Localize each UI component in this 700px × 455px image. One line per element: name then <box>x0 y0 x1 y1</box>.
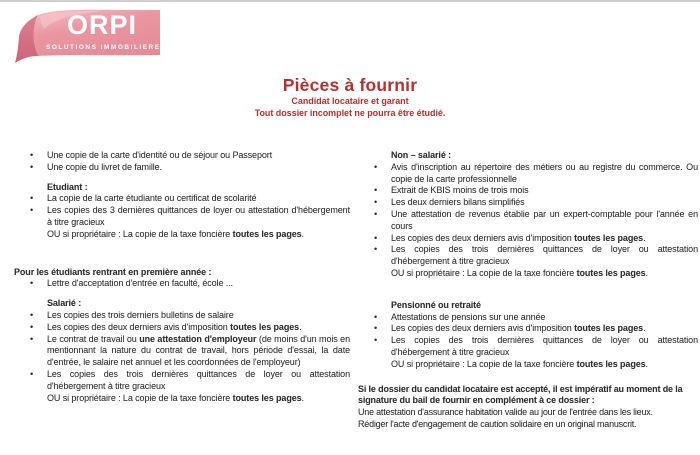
list-item-text <box>47 278 350 290</box>
list-item <box>14 369 350 393</box>
bullet-marker-icon: • <box>30 368 34 379</box>
left-column <box>14 150 350 404</box>
list-item-text <box>391 312 698 324</box>
list-item <box>358 209 698 233</box>
bullet-marker-icon: • <box>30 278 34 289</box>
text-run: Les copies des trois dernières quittances de loyer ou attestation d'hébergement à titre gracieux <box>391 244 698 267</box>
list-item <box>14 310 350 322</box>
text-run: . <box>299 321 302 332</box>
emphasis-text: toutes les pages <box>230 321 300 332</box>
list-item <box>358 312 698 324</box>
text-run: Le contrat de travail ou <box>47 333 140 344</box>
text-run: OU si propriétaire : La copie de la taxe foncière <box>47 392 233 403</box>
bullet-marker-icon: • <box>30 205 34 216</box>
text-run: Attestations de pensions sur une année <box>391 311 546 322</box>
list-item-text <box>47 193 350 205</box>
text-run: Les copies des deux derniers avis d'imposition <box>47 321 231 332</box>
list-item <box>358 335 698 359</box>
list-item <box>14 322 350 334</box>
bullet-marker-icon: • <box>374 197 378 208</box>
list-item-text <box>47 150 350 162</box>
page-notice: Tout dossier incomplet ne pourra être étudié. <box>254 107 446 118</box>
list-item-text <box>47 334 350 369</box>
logo-brand-text: ORPI <box>66 10 137 40</box>
list-item-continuation <box>47 229 350 241</box>
spacer <box>14 241 350 267</box>
section-heading: Salarié : <box>47 298 82 309</box>
list-item-text <box>391 162 698 186</box>
checklist-body <box>14 150 698 431</box>
list-item-continuation <box>391 268 698 280</box>
list-item-continuation <box>47 393 350 405</box>
list-item-text <box>391 244 698 268</box>
text-run: Rédiger l'acte d'engagement de caution solidaire en un original manuscrit. <box>358 418 637 429</box>
list-item-text <box>391 233 698 245</box>
list-item <box>14 193 350 205</box>
text-run: . <box>645 358 648 369</box>
bullet-marker-icon: • <box>30 309 34 320</box>
list-item <box>358 244 698 268</box>
text-run: (de moins d'un mois en mentionnant la nature du contrat de travail, hors période d'essai, la date d'entrée, le salaire net annuel et les coordonnées de l'employeur) <box>47 333 350 368</box>
bullet-marker-icon: • <box>30 161 34 172</box>
bullet-marker-icon: • <box>374 244 378 255</box>
section-heading: Pensionné ou retraité <box>391 299 481 310</box>
emphasis-text: toutes les pages <box>574 323 644 334</box>
list-item-text <box>391 323 698 335</box>
list-item <box>14 150 350 162</box>
spacer <box>14 174 350 182</box>
bullet-marker-icon: • <box>30 193 34 204</box>
emphasis-text: toutes les pages <box>576 358 646 369</box>
text-run: Avis d'inscription au répertoire des métiers ou au registre du commerce. Ou copie de la carte professionnelle <box>391 161 698 184</box>
right-column <box>358 150 698 431</box>
list-item-text <box>47 369 350 393</box>
list-item <box>358 197 698 209</box>
page-subtitle: Candidat locataire et garant <box>291 96 409 106</box>
section-heading: Pour les étudiants rentrant en première année : <box>14 266 212 277</box>
emphasis-text: toutes les pages <box>574 232 644 243</box>
section-heading: Non – salarié : <box>391 150 452 160</box>
page-title: Pièces à fournir <box>282 75 418 95</box>
text-run: Une copie de la carte d'identité ou de séjour ou Passeport <box>47 150 273 160</box>
list-item-text <box>391 197 698 209</box>
spacer <box>14 290 350 298</box>
list-item <box>358 323 698 335</box>
list-item <box>358 185 698 197</box>
text-run: Les copies des deux derniers avis d'imposition <box>391 323 575 334</box>
bullet-marker-icon: • <box>374 311 378 322</box>
emphasis-text: toutes les pages <box>576 267 646 278</box>
list-item-text <box>47 205 350 229</box>
text-run: Les copies des trois derniers bulletins de salaire <box>47 309 234 320</box>
emphasis-text: toutes les pages <box>232 392 302 403</box>
text-run: La copie de la carte étudiante ou certificat de scolarité <box>47 193 257 204</box>
text-run: . <box>301 392 304 403</box>
bullet-marker-icon: • <box>30 321 34 332</box>
text-run: . <box>645 267 648 278</box>
bullet-marker-icon: • <box>374 208 378 219</box>
document-header <box>0 75 700 119</box>
text-run: Les copies des trois dernières quittances de loyer ou attestation d'hébergement à titre gracieux <box>47 368 350 391</box>
list-item <box>14 162 350 174</box>
bullet-marker-icon: • <box>374 185 378 196</box>
list-item-text <box>391 335 698 359</box>
text-run: Extrait de KBIS moins de trois mois <box>391 185 529 196</box>
spacer <box>358 371 698 384</box>
text-run: Une attestation d'assurance habitation valide au jour de l'entrée dans les lieux. <box>358 407 653 418</box>
list-item <box>14 334 350 369</box>
text-run: Lettre d'acceptation d'entrée en faculté, école ... <box>47 278 233 289</box>
list-item <box>14 278 350 290</box>
bullet-marker-icon: • <box>30 333 34 344</box>
paragraph <box>358 407 698 419</box>
list-item-text <box>47 322 350 334</box>
list-item <box>358 233 698 245</box>
orpi-logo <box>14 3 167 65</box>
text-run: Les copies des deux derniers avis d'imposition <box>391 232 575 243</box>
emphasis-text: une attestation d'employeur <box>139 333 257 344</box>
list-item-continuation <box>391 359 698 371</box>
list-item-text <box>47 162 350 174</box>
bullet-marker-icon: • <box>30 150 34 160</box>
paragraph <box>358 384 698 408</box>
text-run: Une copie du livret de famille. <box>47 161 162 172</box>
list-item <box>358 162 698 186</box>
emphasis-text: Si le dossier du candidat locataire est accepté, il est impératif au moment de la signature du bail de fournir en complément à ce dossier : <box>358 383 683 406</box>
text-run: Une attestation de revenus établie par un expert-comptable pour l'année en cours <box>391 208 698 231</box>
list-item-text <box>391 185 698 197</box>
list-item-text <box>47 310 350 322</box>
bullet-marker-icon: • <box>374 335 378 346</box>
text-run: Les copies des 3 dernières quittances de loyer ou attestation d'hébergement à titre gracieux <box>47 205 350 227</box>
bullet-marker-icon: • <box>374 232 378 243</box>
window-top-border <box>0 0 700 2</box>
logo-tagline-text: SOLUTIONS IMMOBILIERES <box>46 44 167 51</box>
text-run: OU si propriétaire : La copie de la taxe foncière <box>391 267 577 278</box>
text-run: . <box>301 228 304 239</box>
section-heading: Etudiant : <box>47 181 88 192</box>
text-run: Les deux derniers bilans simplifiés <box>391 197 525 208</box>
text-run: . <box>643 323 646 334</box>
list-item-text <box>391 209 698 233</box>
bullet-marker-icon: • <box>374 161 378 172</box>
bullet-marker-icon: • <box>374 323 378 334</box>
emphasis-text: toutes les pages <box>232 228 302 239</box>
text-run: OU si propriétaire : La copie de la taxe foncière <box>47 228 233 239</box>
paragraph <box>358 419 698 431</box>
list-item <box>14 205 350 229</box>
text-run: OU si propriétaire : La copie de la taxe foncière <box>391 358 577 369</box>
spacer <box>358 280 698 300</box>
text-run: . <box>643 232 646 243</box>
text-run: Les copies des trois dernières quittances de loyer ou attestation d'hébergement à titre gracieux <box>391 335 698 357</box>
